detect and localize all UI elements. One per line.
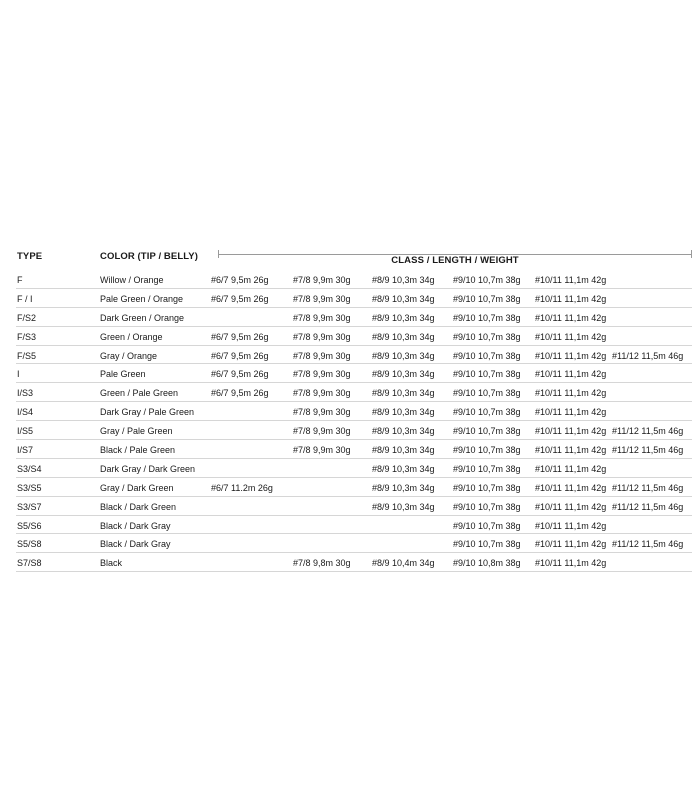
- header-type: TYPE: [17, 251, 43, 262]
- cell-c1: #6/7 9,5m 26g: [211, 331, 269, 342]
- cell-c3: #8/9 10,3m 34g: [372, 407, 435, 418]
- cell-c1: #6/7 9,5m 26g: [211, 369, 269, 380]
- cell-c4: #9/10 10,7m 38g: [453, 275, 521, 285]
- table-row: [16, 308, 692, 327]
- cell-c5: #10/11 11,1m 42g: [535, 426, 607, 437]
- cell-c4: #9/10 10,7m 38g: [453, 293, 521, 304]
- cell-c5: #10/11 11,1m 42g: [535, 463, 607, 474]
- cell-c4: #9/10 10,7m 38g: [453, 369, 521, 380]
- cell-c3: #8/9 10,3m 34g: [372, 331, 435, 342]
- cell-c2: #7/8 9,9m 30g: [293, 350, 351, 361]
- cell-c3: #8/9 10,3m 34g: [372, 369, 435, 380]
- cell-c4: #9/10 10,7m 38g: [453, 463, 521, 474]
- cell-c3: #8/9 10,3m 34g: [372, 482, 435, 493]
- cell-color: Green / Orange: [100, 331, 163, 342]
- table-row: [16, 383, 692, 402]
- table-row: [16, 440, 692, 459]
- cell-c6: #11/12 11,5m 46g: [612, 539, 684, 550]
- table-row: [16, 478, 692, 497]
- cell-c5: #10/11 11,1m 42g: [535, 275, 607, 285]
- table-row: [16, 553, 692, 572]
- spec-table: [16, 246, 692, 572]
- header-class: CLASS / LENGTH / WEIGHT: [385, 255, 524, 266]
- cell-color: Dark Gray / Pale Green: [100, 407, 195, 418]
- header-class-bracket: [218, 250, 692, 266]
- cell-type: I/S5: [17, 426, 34, 437]
- cell-color: Black / Pale Green: [100, 445, 176, 456]
- table-row: [16, 497, 692, 516]
- cell-c2: #7/8 9,9m 30g: [293, 331, 351, 342]
- cell-c4: #9/10 10,7m 38g: [453, 482, 521, 493]
- cell-color: Dark Gray / Dark Green: [100, 463, 196, 474]
- cell-color: Gray / Pale Green: [100, 426, 173, 437]
- cell-c3: #8/9 10,3m 34g: [372, 275, 435, 285]
- cell-c2: #7/8 9,9m 30g: [293, 445, 351, 456]
- cell-c2: #7/8 9,9m 30g: [293, 312, 351, 323]
- cell-c4: #9/10 10,7m 38g: [453, 388, 521, 399]
- cell-color: Pale Green: [100, 369, 146, 380]
- table-header: [16, 246, 692, 270]
- cell-c3: #8/9 10,3m 34g: [372, 426, 435, 437]
- cell-color: Dark Green / Orange: [100, 312, 185, 323]
- cell-type: I: [17, 369, 20, 380]
- cell-c5: #10/11 11,1m 42g: [535, 482, 607, 493]
- header-color: COLOR (TIP / BELLY): [100, 251, 198, 262]
- cell-color: Black / Dark Green: [100, 501, 177, 512]
- cell-c3: #8/9 10,3m 34g: [372, 350, 435, 361]
- cell-c6: #11/12 11,5m 46g: [612, 445, 684, 456]
- cell-c1: #6/7 9,5m 26g: [211, 293, 269, 304]
- table-row: [16, 346, 692, 365]
- cell-c6: #11/12 11,5m 46g: [612, 482, 684, 493]
- cell-c4: #9/10 10,7m 38g: [453, 350, 521, 361]
- table-row: [16, 421, 692, 440]
- cell-c6: #11/12 11,5m 46g: [612, 350, 684, 361]
- cell-c5: #10/11 11,1m 42g: [535, 445, 607, 456]
- cell-c6: #11/12 11,5m 46g: [612, 426, 684, 437]
- cell-c2: #7/8 9,9m 30g: [293, 369, 351, 380]
- table-body: [16, 270, 692, 572]
- cell-color: Black / Dark Gray: [100, 539, 171, 550]
- cell-type: F/S5: [17, 350, 37, 361]
- cell-c5: #10/11 11,1m 42g: [535, 293, 607, 304]
- cell-c4: #9/10 10,7m 38g: [453, 312, 521, 323]
- cell-color: Black: [100, 558, 123, 569]
- table-row: [16, 289, 692, 308]
- cell-c2: #7/8 9,9m 30g: [293, 275, 351, 285]
- cell-c2: #7/8 9,9m 30g: [293, 293, 351, 304]
- cell-c2: #7/8 9,8m 30g: [293, 558, 351, 569]
- table-row: [16, 327, 692, 346]
- cell-c2: #7/8 9,9m 30g: [293, 407, 351, 418]
- cell-c5: #10/11 11,1m 42g: [535, 558, 607, 569]
- cell-type: I/S4: [17, 407, 34, 418]
- cell-color: Pale Green / Orange: [100, 293, 184, 304]
- cell-c5: #10/11 11,1m 42g: [535, 501, 607, 512]
- cell-type: S3/S5: [17, 482, 42, 493]
- cell-c3: #8/9 10,3m 34g: [372, 312, 435, 323]
- cell-type: S5/S6: [17, 520, 42, 531]
- cell-c4: #9/10 10,7m 38g: [453, 539, 521, 550]
- cell-type: S3/S4: [17, 463, 42, 474]
- cell-c5: #10/11 11,1m 42g: [535, 388, 607, 399]
- cell-type: F: [17, 275, 23, 285]
- cell-c3: #8/9 10,3m 34g: [372, 501, 435, 512]
- table-row: [16, 459, 692, 478]
- cell-c5: #10/11 11,1m 42g: [535, 407, 607, 418]
- cell-color: Willow / Orange: [100, 275, 164, 285]
- table-row: [16, 270, 692, 289]
- cell-type: S3/S7: [17, 501, 42, 512]
- cell-c3: #8/9 10,3m 34g: [372, 293, 435, 304]
- cell-c5: #10/11 11,1m 42g: [535, 539, 607, 550]
- cell-type: F/S3: [17, 331, 37, 342]
- cell-c4: #9/10 10,7m 38g: [453, 407, 521, 418]
- cell-c5: #10/11 11,1m 42g: [535, 312, 607, 323]
- cell-type: F / I: [17, 293, 33, 304]
- cell-type: I/S7: [17, 445, 34, 456]
- cell-c5: #10/11 11,1m 42g: [535, 350, 607, 361]
- cell-c3: #8/9 10,3m 34g: [372, 388, 435, 399]
- cell-c5: #10/11 11,1m 42g: [535, 369, 607, 380]
- cell-type: I/S3: [17, 388, 34, 399]
- cell-c3: #8/9 10,4m 34g: [372, 558, 435, 569]
- cell-c2: #7/8 9,9m 30g: [293, 426, 351, 437]
- cell-c3: #8/9 10,3m 34g: [372, 445, 435, 456]
- table-row: [16, 402, 692, 421]
- table-row: [16, 516, 692, 535]
- cell-c1: #6/7 9,5m 26g: [211, 350, 269, 361]
- cell-c4: #9/10 10,7m 38g: [453, 331, 521, 342]
- cell-type: S7/S8: [17, 558, 42, 569]
- cell-color: Gray / Dark Green: [100, 482, 174, 493]
- cell-c6: #11/12 11,5m 46g: [612, 501, 684, 512]
- cell-c3: #8/9 10,3m 34g: [372, 463, 435, 474]
- table-row: [16, 534, 692, 553]
- cell-type: S5/S8: [17, 539, 42, 550]
- cell-color: Gray / Orange: [100, 350, 158, 361]
- cell-c1: #6/7 9,5m 26g: [211, 388, 269, 399]
- cell-type: F/S2: [17, 312, 37, 323]
- cell-c4: #9/10 10,7m 38g: [453, 445, 521, 456]
- cell-c4: #9/10 10,7m 38g: [453, 501, 521, 512]
- cell-c4: #9/10 10,7m 38g: [453, 426, 521, 437]
- cell-c1: #6/7 11.2m 26g: [211, 482, 273, 493]
- cell-color: Black / Dark Gray: [100, 520, 171, 531]
- cell-c5: #10/11 11,1m 42g: [535, 520, 607, 531]
- cell-c4: #9/10 10,8m 38g: [453, 558, 521, 569]
- cell-color: Green / Pale Green: [100, 388, 179, 399]
- table-row: [16, 364, 692, 383]
- cell-c2: #7/8 9,9m 30g: [293, 388, 351, 399]
- cell-c5: #10/11 11,1m 42g: [535, 331, 607, 342]
- cell-c4: #9/10 10,7m 38g: [453, 520, 521, 531]
- cell-c1: #6/7 9,5m 26g: [211, 275, 269, 285]
